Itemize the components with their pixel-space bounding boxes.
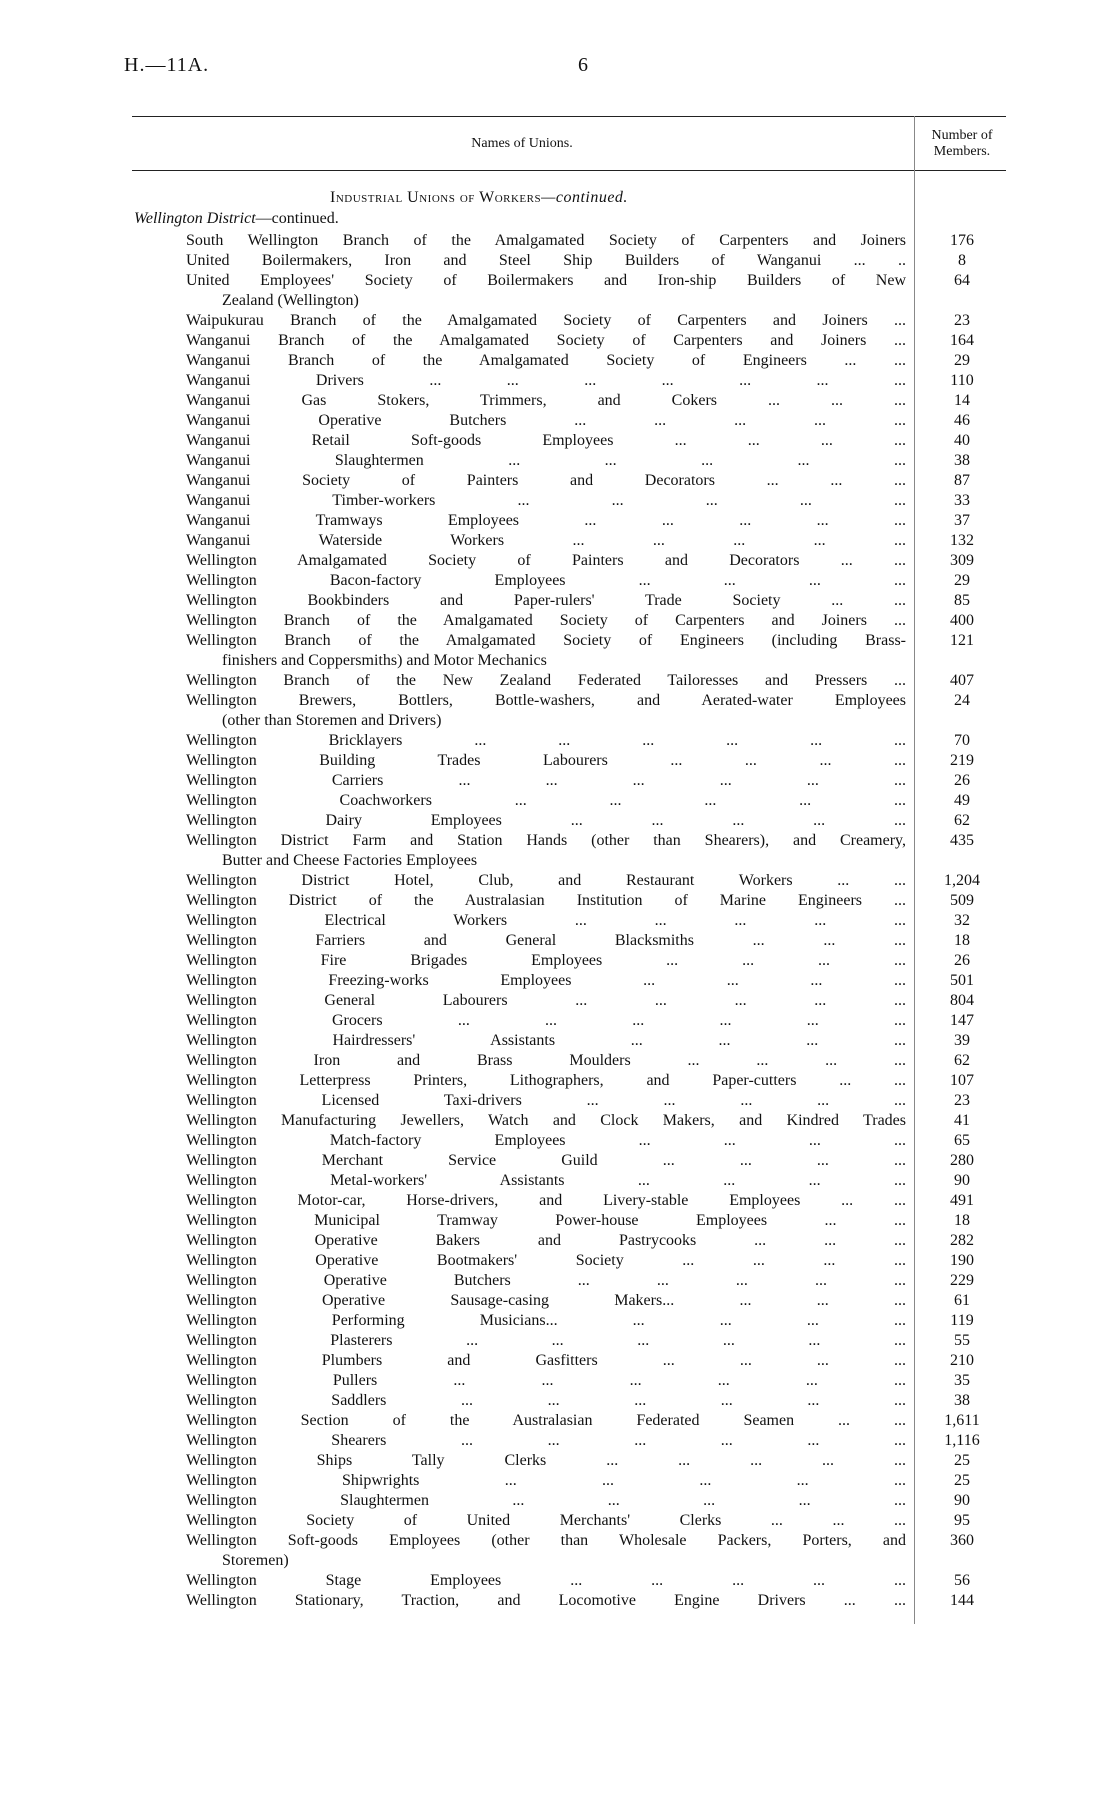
- member-count: 18: [954, 1212, 970, 1229]
- table-row: [0, 451, 1114, 471]
- member-count: 119: [950, 1312, 974, 1329]
- union-name: Wellington Operative Sausage-casing Makers... ... ... ...: [186, 1292, 906, 1309]
- table-row: [0, 1391, 1114, 1411]
- table-row: [0, 1291, 1114, 1311]
- union-name: Wellington Shearers ... ... ... ... ... ...: [186, 1432, 906, 1449]
- union-name: Wellington General Labourers ... ... ... ... ...: [186, 992, 906, 1009]
- member-count: 501: [950, 972, 974, 989]
- union-name: Wellington Grocers ... ... ... ... ... ...: [186, 1012, 906, 1029]
- union-name: Wellington Branch of the Amalgamated Society of Carpenters and Joiners ...: [186, 612, 906, 629]
- table-row: [0, 311, 1114, 331]
- table-row: [0, 771, 1114, 791]
- member-count: 41: [954, 1112, 970, 1129]
- union-name-continuation: finishers and Coppersmiths) and Motor Mechanics: [222, 652, 547, 669]
- union-name: Wellington Bacon-factory Employees ... ... ... ...: [186, 572, 906, 589]
- member-count: 29: [954, 352, 970, 369]
- table-row: [0, 1071, 1114, 1091]
- table-row: [0, 1191, 1114, 1211]
- member-count: 132: [950, 532, 974, 549]
- table-row: [0, 731, 1114, 751]
- union-name: Wellington Match-factory Employees ... ... ... ...: [186, 1132, 906, 1149]
- column-header-members-line1: Number of: [931, 128, 993, 143]
- table-row: [0, 271, 1114, 311]
- member-count: 32: [954, 912, 970, 929]
- member-count: 38: [954, 452, 970, 469]
- member-count: 90: [954, 1492, 970, 1509]
- section-title-text: Industrial Unions of Workers: [330, 189, 542, 206]
- document-reference: H.—11A.: [124, 54, 210, 76]
- table-row: [0, 331, 1114, 351]
- member-count: 25: [954, 1472, 970, 1489]
- section-title: [330, 189, 628, 207]
- member-count: 121: [950, 632, 974, 649]
- district-suffix: —continued.: [255, 210, 339, 227]
- member-count: 190: [950, 1252, 974, 1269]
- union-name: Wanganui Drivers ... ... ... ... ... ... ...: [186, 372, 906, 389]
- union-list: [0, 231, 1114, 1611]
- member-count: 25: [954, 1452, 970, 1469]
- union-name: Wellington Carriers ... ... ... ... ... ...: [186, 772, 906, 789]
- section-title-suffix: —continued.: [541, 189, 628, 206]
- union-name: Wanganui Retail Soft-goods Employees ... ... ... ...: [186, 432, 906, 449]
- member-count: 90: [954, 1172, 970, 1189]
- table-row: [0, 471, 1114, 491]
- district-name: Wellington District: [134, 210, 256, 227]
- member-count: 435: [950, 832, 974, 849]
- member-count: 144: [950, 1592, 974, 1609]
- union-name: Wanganui Branch of the Amalgamated Society of Engineers ... ...: [186, 352, 906, 369]
- member-count: 8: [958, 252, 966, 269]
- union-name: Wellington Coachworkers ... ... ... ... ...: [186, 792, 906, 809]
- member-count: 62: [954, 812, 970, 829]
- union-name: Wellington Metal-workers' Assistants ... ... ... ...: [186, 1172, 906, 1189]
- union-name-line1: Wellington Soft-goods Employees (other than Wholesale Packers, Porters, and: [186, 1532, 906, 1549]
- union-name: [186, 691, 906, 731]
- table-row: [0, 511, 1114, 531]
- table-row: [0, 391, 1114, 411]
- table-row: [0, 351, 1114, 371]
- member-count: 87: [954, 472, 970, 489]
- table-row: [0, 1471, 1114, 1491]
- union-name: Wellington Fire Brigades Employees ... ... ... ...: [186, 952, 906, 969]
- union-name: Wanganui Branch of the Amalgamated Society of Carpenters and Joiners ...: [186, 332, 906, 349]
- page-number: 6: [578, 54, 588, 76]
- header-top-rule: [132, 116, 1006, 117]
- table-row: [0, 951, 1114, 971]
- union-name: Wellington Stationary, Traction, and Locomotive Engine Drivers ... ...: [186, 1592, 906, 1609]
- union-name: Wanganui Gas Stokers, Trimmers, and Cokers ... ... ...: [186, 392, 906, 409]
- table-row: [0, 871, 1114, 891]
- union-name: Wanganui Timber-workers ... ... ... ... ...: [186, 492, 906, 509]
- member-count: 26: [954, 952, 970, 969]
- table-row: [0, 1011, 1114, 1031]
- union-name: Wellington Slaughtermen ... ... ... ... ...: [186, 1492, 906, 1509]
- union-name-continuation: (other than Storemen and Drivers): [222, 712, 442, 729]
- table-row: [0, 1451, 1114, 1471]
- union-name: Wellington Section of the Australasian Federated Seamen ... ...: [186, 1412, 906, 1429]
- union-name: Wanganui Operative Butchers ... ... ... ... ...: [186, 412, 906, 429]
- union-name: United Boilermakers, Iron and Steel Ship Builders of Wanganui ... ..: [186, 252, 906, 269]
- table-row: [0, 611, 1114, 631]
- union-name: Wellington Electrical Workers ... ... ... ... ...: [186, 912, 906, 929]
- table-row: [0, 1151, 1114, 1171]
- member-count: 65: [954, 1132, 970, 1149]
- member-count: 26: [954, 772, 970, 789]
- table-row: [0, 811, 1114, 831]
- union-name: Wellington Plumbers and Gasfitters ... ... ... ...: [186, 1352, 906, 1369]
- table-row: [0, 691, 1114, 731]
- member-count: 1,116: [944, 1432, 980, 1449]
- union-name: [186, 1531, 906, 1571]
- union-name: Wanganui Tramways Employees ... ... ... ... ...: [186, 512, 906, 529]
- table-row: [0, 591, 1114, 611]
- union-name: Wellington Amalgamated Society of Painters and Decorators ... ...: [186, 552, 906, 569]
- member-count: 164: [950, 332, 974, 349]
- table-row: [0, 251, 1114, 271]
- table-row: [0, 531, 1114, 551]
- union-name-line1: Wellington Branch of the Amalgamated Society of Engineers (including Brass-: [186, 632, 906, 649]
- table-row: [0, 1431, 1114, 1451]
- table-row: [0, 1591, 1114, 1611]
- table-row: [0, 631, 1114, 671]
- table-row: [0, 791, 1114, 811]
- union-name: Wellington District Hotel, Club, and Restaurant Workers ... ...: [186, 872, 906, 889]
- table-row: [0, 1491, 1114, 1511]
- table-row: [0, 1031, 1114, 1051]
- member-count: 56: [954, 1572, 970, 1589]
- union-name: Wellington Bookbinders and Paper-rulers' Trade Society ... ...: [186, 592, 906, 609]
- member-count: 491: [950, 1192, 974, 1209]
- table-row: [0, 371, 1114, 391]
- union-name: Wellington Operative Butchers ... ... ... ... ...: [186, 1272, 906, 1289]
- table-row: [0, 831, 1114, 871]
- table-row: [0, 911, 1114, 931]
- member-count: 219: [950, 752, 974, 769]
- union-name: Wellington Municipal Tramway Power-house Employees ... ...: [186, 1212, 906, 1229]
- union-name: Wellington Plasterers ... ... ... ... ... ...: [186, 1332, 906, 1349]
- table-row: [0, 491, 1114, 511]
- member-count: 49: [954, 792, 970, 809]
- header-bottom-rule: [132, 170, 1006, 171]
- table-row: [0, 411, 1114, 431]
- union-name: Wellington Merchant Service Guild ... ... ... ...: [186, 1152, 906, 1169]
- union-name: Wanganui Society of Painters and Decorators ... ... ...: [186, 472, 906, 489]
- union-name-line1: Wellington Brewers, Bottlers, Bottle-washers, and Aerated-water Employees: [186, 692, 906, 709]
- union-name: Waipukurau Branch of the Amalgamated Society of Carpenters and Joiners ...: [186, 312, 906, 329]
- member-count: 804: [950, 992, 974, 1009]
- union-name: Wellington Branch of the New Zealand Federated Tailoresses and Pressers ...: [186, 672, 906, 689]
- union-name: Wellington Farriers and General Blacksmiths ... ... ...: [186, 932, 906, 949]
- union-name-line1: Wellington District Farm and Station Hands (other than Shearers), and Creamery,: [186, 832, 906, 849]
- union-name: Wellington Ships Tally Clerks ... ... ... ... ...: [186, 1452, 906, 1469]
- column-header-members: [918, 128, 1006, 160]
- union-name: Wellington District of the Australasian Institution of Marine Engineers ...: [186, 892, 906, 909]
- member-count: 400: [950, 612, 974, 629]
- member-count: 24: [954, 692, 970, 709]
- union-name: Wellington Licensed Taxi-drivers ... ... ... ... ...: [186, 1092, 906, 1109]
- table-row: [0, 571, 1114, 591]
- table-row: [0, 751, 1114, 771]
- member-count: 147: [950, 1012, 974, 1029]
- member-count: 110: [950, 372, 974, 389]
- union-name-continuation: Zealand (Wellington): [222, 292, 359, 309]
- union-name: Wellington Operative Bootmakers' Society ... ... ... ...: [186, 1252, 906, 1269]
- union-name: [186, 631, 906, 671]
- union-name: Wellington Operative Bakers and Pastrycooks ... ... ...: [186, 1232, 906, 1249]
- member-count: 407: [950, 672, 974, 689]
- table-row: [0, 1271, 1114, 1291]
- table-row: [0, 231, 1114, 251]
- member-count: 176: [950, 232, 974, 249]
- union-name-line1: United Employees' Society of Boilermakers and Iron-ship Builders of New: [186, 272, 906, 289]
- union-name: Wellington Freezing-works Employees ... ... ... ...: [186, 972, 906, 989]
- union-name: Wanganui Slaughtermen ... ... ... ... ...: [186, 452, 906, 469]
- union-name: Wellington Manufacturing Jewellers, Watch and Clock Makers, and Kindred Trades: [186, 1112, 906, 1129]
- union-name: Wellington Iron and Brass Moulders ... ... ... ...: [186, 1052, 906, 1069]
- member-count: 95: [954, 1512, 970, 1529]
- member-count: 37: [954, 512, 970, 529]
- table-row: [0, 1411, 1114, 1431]
- union-name: Wellington Dairy Employees ... ... ... ... ...: [186, 812, 906, 829]
- member-count: 46: [954, 412, 970, 429]
- table-row: [0, 1331, 1114, 1351]
- table-row: [0, 891, 1114, 911]
- union-name: Wanganui Waterside Workers ... ... ... ... ...: [186, 532, 906, 549]
- member-count: 38: [954, 1392, 970, 1409]
- member-count: 40: [954, 432, 970, 449]
- union-name: Wellington Shipwrights ... ... ... ... ...: [186, 1472, 906, 1489]
- union-name: Wellington Pullers ... ... ... ... ... ...: [186, 1372, 906, 1389]
- union-name: Wellington Society of United Merchants' Clerks ... ... ...: [186, 1512, 906, 1529]
- member-count: 360: [950, 1532, 974, 1549]
- table-row: [0, 991, 1114, 1011]
- union-name: Wellington Performing Musicians... ... ... ... ...: [186, 1312, 906, 1329]
- member-count: 85: [954, 592, 970, 609]
- table-row: [0, 671, 1114, 691]
- table-row: [0, 971, 1114, 991]
- column-header-members-line2: Members.: [933, 144, 991, 159]
- member-count: 18: [954, 932, 970, 949]
- member-count: 1,611: [944, 1412, 980, 1429]
- union-name: [186, 831, 906, 871]
- member-count: 61: [954, 1292, 970, 1309]
- union-name: Wellington Hairdressers' Assistants ... ... ... ...: [186, 1032, 906, 1049]
- table-row: [0, 1511, 1114, 1531]
- union-name: Wellington Motor-car, Horse-drivers, and Livery-stable Employees ... ...: [186, 1192, 906, 1209]
- union-name: Wellington Bricklayers ... ... ... ... ... ...: [186, 732, 906, 749]
- union-name: Wellington Building Trades Labourers ... ... ... ...: [186, 752, 906, 769]
- table-row: [0, 1131, 1114, 1151]
- member-count: 280: [950, 1152, 974, 1169]
- table-row: [0, 1111, 1114, 1131]
- table-row: [0, 1531, 1114, 1571]
- table-row: [0, 1311, 1114, 1331]
- column-header-names: Names of Unions.: [471, 136, 573, 151]
- table-row: [0, 1351, 1114, 1371]
- union-name: Wellington Stage Employees ... ... ... ... ...: [186, 1572, 906, 1589]
- table-row: [0, 1371, 1114, 1391]
- union-name-continuation: Storemen): [222, 1552, 289, 1569]
- union-name: Wellington Saddlers ... ... ... ... ... ...: [186, 1392, 906, 1409]
- member-count: 107: [950, 1072, 974, 1089]
- table-row: [0, 1251, 1114, 1271]
- member-count: 35: [954, 1372, 970, 1389]
- member-count: 1,204: [944, 872, 980, 889]
- table-row: [0, 551, 1114, 571]
- member-count: 23: [954, 1092, 970, 1109]
- table-row: [0, 1231, 1114, 1251]
- table-row: [0, 1571, 1114, 1591]
- member-count: 39: [954, 1032, 970, 1049]
- member-count: 62: [954, 1052, 970, 1069]
- table-header: [132, 116, 1006, 170]
- union-name: Wellington Letterpress Printers, Lithographers, and Paper-cutters ... ...: [186, 1072, 906, 1089]
- member-count: 23: [954, 312, 970, 329]
- district-heading: [134, 210, 339, 228]
- member-count: 29: [954, 572, 970, 589]
- union-name: [186, 271, 906, 311]
- member-count: 14: [954, 392, 970, 409]
- table-row: [0, 431, 1114, 451]
- table-row: [0, 931, 1114, 951]
- table-row: [0, 1211, 1114, 1231]
- member-count: 210: [950, 1352, 974, 1369]
- table-row: [0, 1051, 1114, 1071]
- member-count: 309: [950, 552, 974, 569]
- page-header: [124, 54, 1006, 84]
- member-count: 509: [950, 892, 974, 909]
- member-count: 33: [954, 492, 970, 509]
- table-row: [0, 1171, 1114, 1191]
- member-count: 229: [950, 1272, 974, 1289]
- member-count: 70: [954, 732, 970, 749]
- member-count: 64: [954, 272, 970, 289]
- member-count: 55: [954, 1332, 970, 1349]
- union-name-continuation: Butter and Cheese Factories Employees: [222, 852, 478, 869]
- member-count: 282: [950, 1232, 974, 1249]
- table-row: [0, 1091, 1114, 1111]
- union-name: South Wellington Branch of the Amalgamated Society of Carpenters and Joiners: [186, 232, 906, 249]
